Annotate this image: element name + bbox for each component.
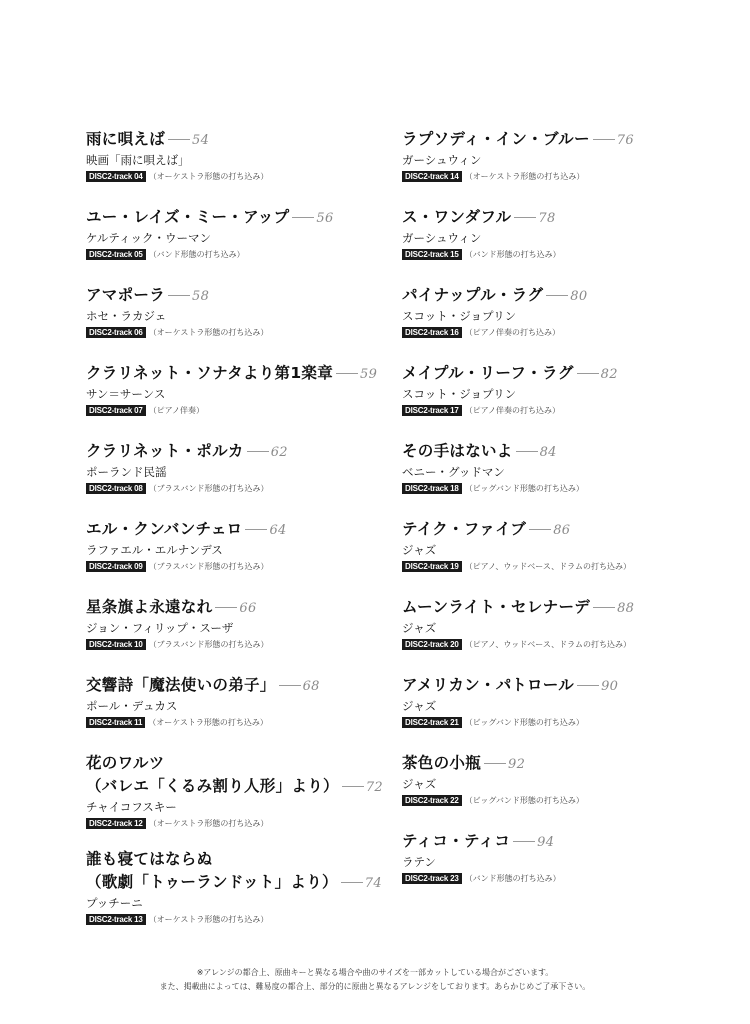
- song-title: 花のワルツ （バレエ「くるみ割り人形」より） 72: [86, 754, 383, 795]
- song-title: クラリネット・ソナタより第1楽章 59: [86, 364, 378, 382]
- composer: チャイコフスキー: [86, 800, 177, 814]
- song-entry: [402, 440, 584, 495]
- track-note: （ビッグバンド形態の打ち込み）: [464, 796, 584, 805]
- page-number: 74: [364, 876, 382, 891]
- track-badge: DISC2-track 12: [86, 818, 146, 829]
- track-badge: DISC2-track 08: [86, 483, 146, 494]
- page-number: 90: [601, 679, 619, 694]
- track-note: （ビッグバンド形態の打ち込み）: [464, 484, 584, 493]
- song-entry: [86, 440, 288, 495]
- track-note: （ピアノ伴奏）: [148, 406, 205, 415]
- song-entry: [86, 752, 383, 830]
- track-badge: DISC2-track 11: [86, 717, 145, 728]
- song-entry: [402, 752, 584, 807]
- page-number: 86: [553, 523, 571, 538]
- song-entry: [86, 596, 268, 651]
- song-title: 雨に唄えば 54: [86, 130, 210, 148]
- track-badge: DISC2-track 20: [402, 639, 462, 650]
- track-note: （バンド形態の打ち込み）: [148, 250, 245, 259]
- song-entry: [402, 284, 587, 339]
- song-title: パイナップル・ラグ 80: [402, 286, 588, 304]
- song-entry: [402, 206, 561, 261]
- page-number: 59: [360, 367, 378, 382]
- song-entry: [86, 206, 334, 261]
- page-number: 62: [270, 445, 288, 460]
- composer: ベニー・グッドマン: [402, 465, 505, 479]
- track-note: （ピアノ伴奏の打ち込み）: [464, 328, 561, 337]
- song-entry: [402, 596, 634, 651]
- track-note: （ブラスバンド形態の打ち込み）: [148, 640, 269, 649]
- composer: ガーシュウィン: [402, 231, 482, 245]
- page-number: 76: [616, 133, 634, 148]
- page-number: 94: [537, 835, 555, 850]
- page-number: 66: [239, 601, 257, 616]
- page-number: 92: [508, 757, 526, 772]
- composer: ケルティック・ウーマン: [86, 231, 212, 245]
- song-title: エル・クンバンチェロ 64: [86, 520, 287, 538]
- track-badge: DISC2-track 17: [402, 405, 462, 416]
- track-badge: DISC2-track 19: [402, 561, 462, 572]
- track-note: （バンド形態の打ち込み）: [464, 250, 561, 259]
- composer: スコット・ジョプリン: [402, 309, 517, 323]
- song-entry: [86, 518, 287, 573]
- song-entry: [402, 518, 631, 573]
- song-entry: [86, 848, 382, 926]
- song-title: 誰も寝てはならぬ （歌劇「トゥーランドット」より） 74: [86, 850, 382, 891]
- song-title: ス・ワンダフル 78: [402, 208, 556, 226]
- footnote-line: ※アレンジの都合上、原曲キーと異なる場合や曲のサイズを一部カットしている場合がございます。: [196, 968, 554, 977]
- page-number: 84: [539, 445, 557, 460]
- track-badge: DISC2-track 10: [86, 639, 146, 650]
- track-badge: DISC2-track 06: [86, 327, 146, 338]
- page-number: 88: [617, 601, 635, 616]
- track-note: （ピアノ伴奏の打ち込み）: [464, 406, 561, 415]
- song-entry: [402, 128, 634, 183]
- composer: ガーシュウィン: [402, 153, 482, 167]
- page-number: 80: [570, 289, 588, 304]
- song-title: アマポーラ 58: [86, 286, 210, 304]
- track-badge: DISC2-track 18: [402, 483, 462, 494]
- page-number: 56: [316, 211, 334, 226]
- song-title: メイプル・リーフ・ラグ 82: [402, 364, 618, 382]
- track-badge: DISC2-track 23: [402, 873, 462, 884]
- composer: ジャズ: [402, 777, 437, 791]
- song-title: テイク・ファイブ 86: [402, 520, 571, 538]
- song-entry: [86, 128, 268, 183]
- track-badge: DISC2-track 16: [402, 327, 462, 338]
- track-note: （オーケストラ形態の打ち込み）: [148, 328, 269, 337]
- page-number: 64: [269, 523, 287, 538]
- composer: ジャズ: [402, 699, 437, 713]
- page-number: 78: [538, 211, 556, 226]
- song-entry: [402, 362, 618, 417]
- track-badge: DISC2-track 22: [402, 795, 462, 806]
- composer: ポーランド民謡: [86, 465, 167, 479]
- composer: ジャズ: [402, 543, 437, 557]
- track-badge: DISC2-track 09: [86, 561, 146, 572]
- track-note: （ブラスバンド形態の打ち込み）: [148, 484, 269, 493]
- track-note: （ブラスバンド形態の打ち込み）: [148, 562, 269, 571]
- song-title: 星条旗よ永遠なれ 66: [86, 598, 257, 616]
- footnote: [0, 966, 750, 994]
- track-badge: DISC2-track 21: [402, 717, 462, 728]
- track-note: （オーケストラ形態の打ち込み）: [148, 718, 268, 727]
- composer: ラファエル・エルナンデス: [86, 543, 223, 557]
- track-note: （ビッグバンド形態の打ち込み）: [464, 718, 584, 727]
- song-title: ユー・レイズ・ミー・アップ 56: [86, 208, 334, 226]
- page-number: 54: [192, 133, 210, 148]
- song-title: 交響詩「魔法使いの弟子」 68: [86, 676, 320, 694]
- composer: ポール・デュカス: [86, 699, 178, 713]
- song-title: ムーンライト・セレナーデ 88: [402, 598, 635, 616]
- track-badge: DISC2-track 13: [86, 914, 146, 925]
- track-note: （ピアノ、ウッドベース、ドラムの打ち込み）: [464, 562, 632, 571]
- song-title: ラプソディ・イン・ブルー 76: [402, 130, 634, 148]
- track-note: （オーケストラ形態の打ち込み）: [148, 819, 269, 828]
- page-number: 68: [302, 679, 320, 694]
- page-number: 72: [365, 780, 383, 795]
- page-number: 58: [192, 289, 210, 304]
- page-number: 82: [600, 367, 618, 382]
- footnote-line: また、掲載曲によっては、難易度の都合上、部分的に原曲と異なるアレンジをしております。あらかじめご了承下さい。: [159, 982, 591, 991]
- track-note: （オーケストラ形態の打ち込み）: [148, 915, 269, 924]
- composer: ジョン・フィリップ・スーザ: [86, 621, 234, 635]
- track-note: （バンド形態の打ち込み）: [464, 874, 561, 883]
- track-note: （ピアノ、ウッドベース、ドラムの打ち込み）: [464, 640, 632, 649]
- song-entry: [86, 362, 377, 417]
- composer: サン＝サーンス: [86, 387, 166, 401]
- track-badge: DISC2-track 04: [86, 171, 146, 182]
- track-badge: DISC2-track 14: [402, 171, 462, 182]
- track-note: （オーケストラ形態の打ち込み）: [464, 172, 585, 181]
- composer: ラテン: [402, 855, 436, 869]
- composer: 映画「雨に唄えば」: [86, 153, 190, 167]
- song-title: アメリカン・パトロール 90: [402, 676, 619, 694]
- song-entry: [402, 674, 618, 729]
- composer: スコット・ジョプリン: [402, 387, 517, 401]
- song-title: その手はないよ 84: [402, 442, 557, 460]
- song-title: クラリネット・ポルカ 62: [86, 442, 288, 460]
- track-badge: DISC2-track 15: [402, 249, 462, 260]
- track-badge: DISC2-track 07: [86, 405, 146, 416]
- composer: ホセ・ラカジェ: [86, 309, 167, 323]
- song-entry: [402, 830, 561, 885]
- track-note: （オーケストラ形態の打ち込み）: [148, 172, 269, 181]
- track-badge: DISC2-track 05: [86, 249, 146, 260]
- song-entry: [86, 284, 268, 339]
- song-title: 茶色の小瓶 92: [402, 754, 526, 772]
- composer: プッチーニ: [86, 896, 143, 910]
- song-title: ティコ・ティコ 94: [402, 832, 555, 850]
- song-entry: [86, 674, 320, 729]
- composer: ジャズ: [402, 621, 437, 635]
